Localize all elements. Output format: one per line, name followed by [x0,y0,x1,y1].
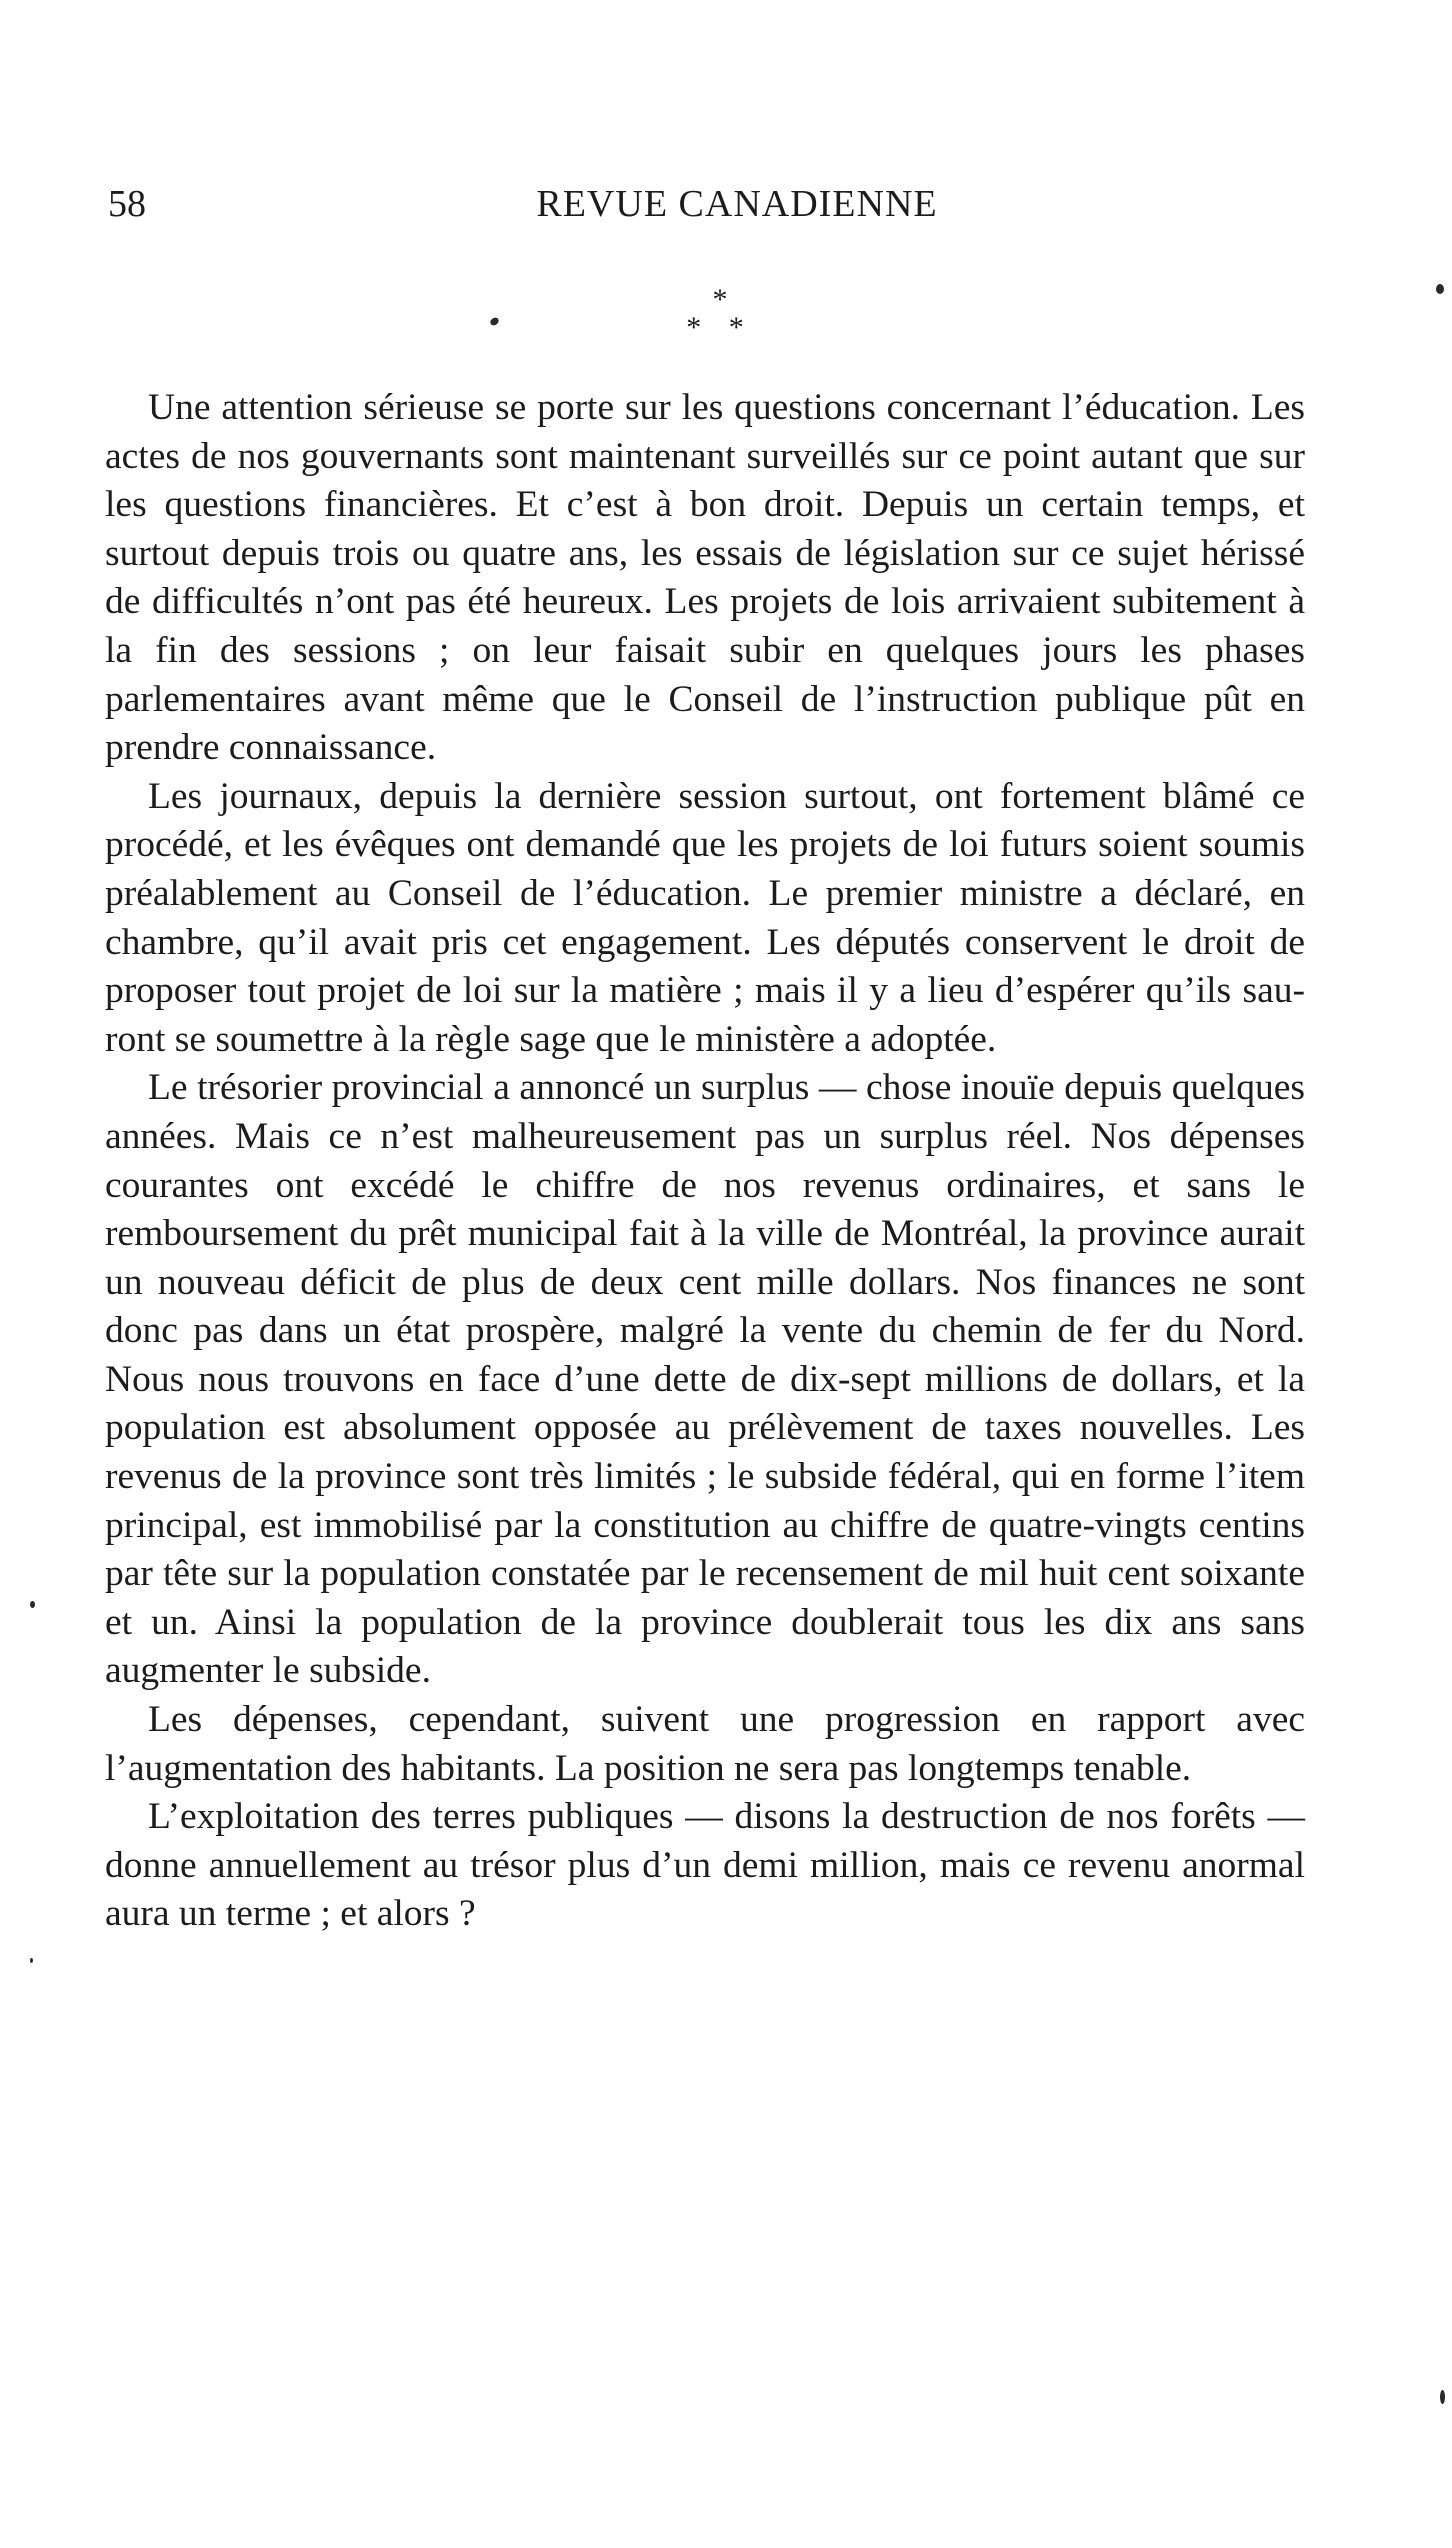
ink-speck [1440,2390,1445,2404]
paragraph-journals: Les journaux, depuis la dernière session surtout, ont fortement blâmé ce procédé, et les évêques ont demandé que les projets de loi futurs soient soumis préalablement au Conseil de l’éducation. Le premier ministre a déclaré, en chambre, qu’il avait pris cet engagement. Les députés conservent le droit de proposer tout projet de loi sur la matière ; mais il y a lieu d’espérer qu’ils sauront se soumettre à la règle sage que le ministère a adoptée. [105,775,1305,1060]
paragraph-treasurer: Le trésorier provincial a annoncé un surplus — chose inouïe depuis quelques années. Mais ce n’est malheureusement pas un surplus réel. Nos dépenses courantes ont excédé le chiffre de nos revenus ordinaires, et sans le remboursement du prêt municipal fait à la ville de Montréal, la province aurait un nouveau déficit de plus de deux cent mille dollars. Nos finances ne sont donc pas dans un état prospère, malgré la vente du chemin de fer du Nord. Nous nous trouvons en face d’une dette de dix-sept millions de dollars, et la population est absolument opposée au prélèvement de taxes nouvelles. Les revenus de la province sont très limités ; le subside fédéral, qui en forme l’item principal, est immobilisé par la constitution au chiffre de quatre-vingts centins par tête sur la population constatée par le recensement de mil huit cent soixante et un. Ainsi la population de la province doublerait tous les dix ans sans augmenter le subside. [105,1067,1305,1692]
page-number: 58 [108,183,146,225]
article-body [105,384,1305,1939]
journal-title: REVUE CANADIENNE [536,183,938,225]
paragraph-education: Une attention sérieuse se porte sur les questions concernant l’éducation. Les actes de nos gouvernants sont maintenant surveillés sur ce point autant que sur les questions financières. Et c’est à bon droit. Depuis un certain temps, et surtout depuis trois ou quatre ans, les essais de législation sur ce sujet hérissé de difficultés n’ont pas été heureux. Les projets de lois arrivaient subitement à la fin des sessions ; on leur faisait subir en quelques jours les phases parlementaires avant même que le Conseil de l’instruction publique pût en prendre connaissance. [105,387,1305,769]
paragraph-public-lands: L’exploitation des terres publiques — disons la destruction de nos forêts — donne annuellement au trésor plus d’un demi million, mais ce revenu anormal aura un terme ; et alors ? [105,1796,1305,1935]
ink-speck [30,1958,33,1963]
ink-speck [30,1601,35,1608]
running-head [108,178,1306,230]
asterism-top-star: * [712,283,728,316]
ink-speck [1436,284,1444,294]
paragraph-expenses: Les dépenses, cependant, suivent une progression en rapport avec l’augmentation des habitants. La position ne sera pas longtemps tenable. [105,1699,1305,1789]
section-break-asterism [660,283,780,346]
asterism-bottom-stars: * * [686,311,754,344]
ink-speck [489,316,500,327]
